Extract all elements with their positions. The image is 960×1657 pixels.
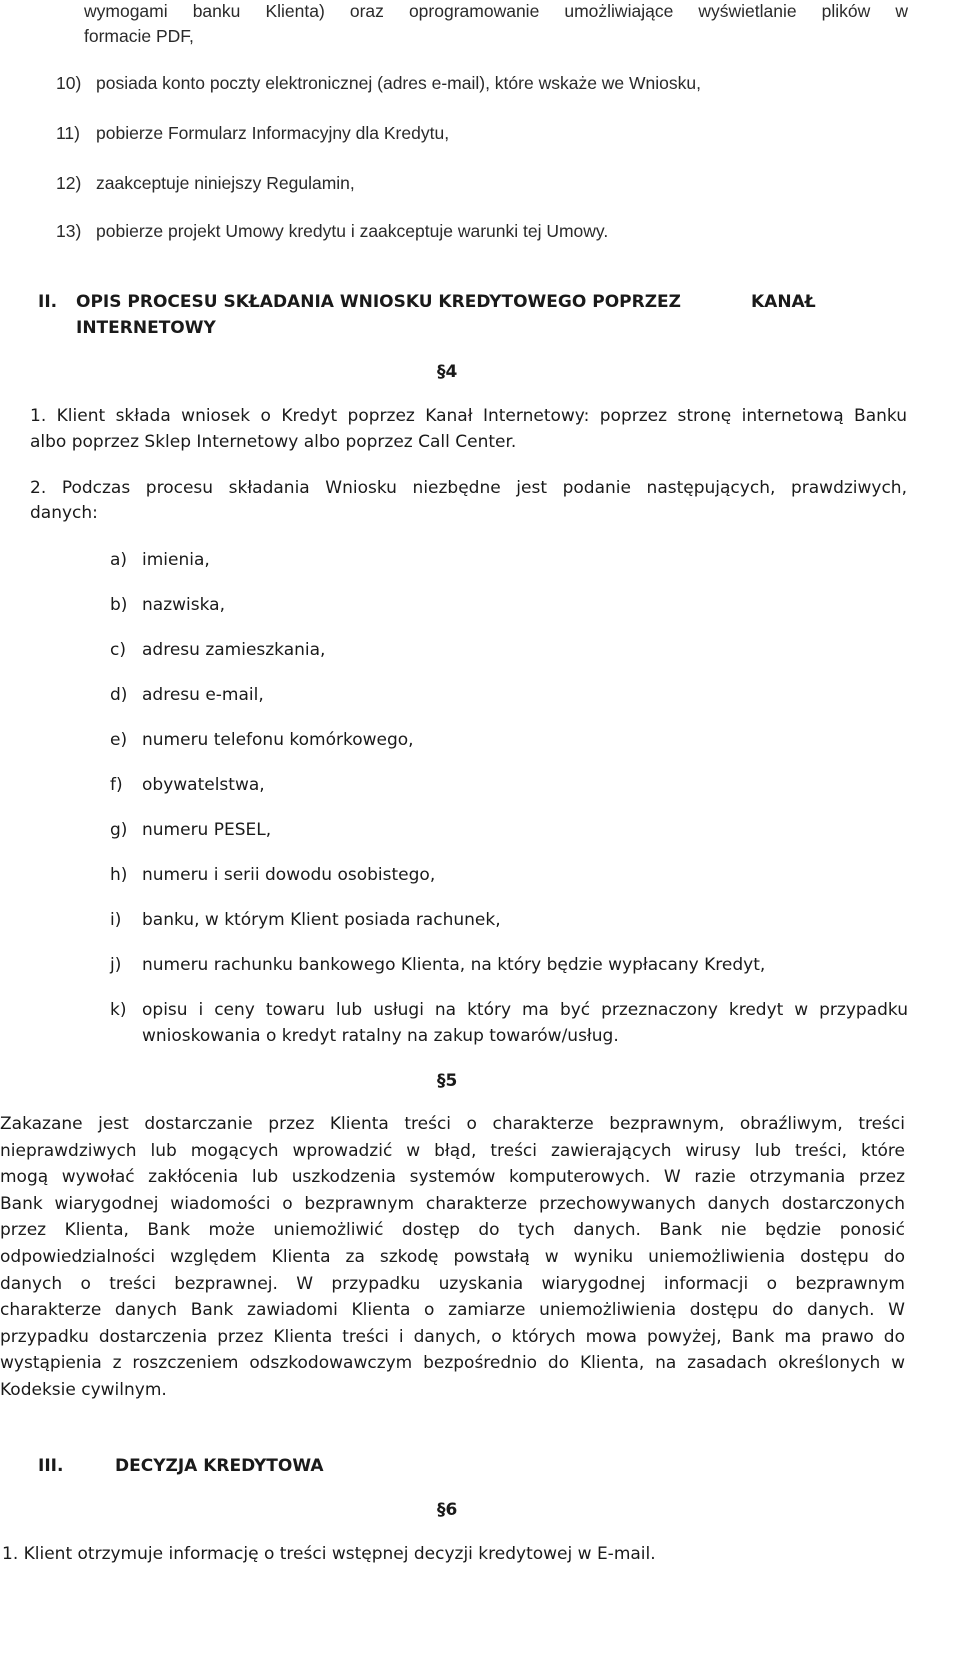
data-item-text: numeru telefonu komórkowego, <box>142 730 414 750</box>
requirement-text: posiada konto poczty elektronicznej (adres e-mail), które wskaże we Wniosku, <box>96 73 701 93</box>
data-item-marker: d) <box>110 685 128 705</box>
data-item-text: nazwiska, <box>142 595 225 615</box>
section-ii-title-line-1: OPIS PROCESU SKŁADANIA WNIOSKU KREDYTOWEGO POPRZEZ <box>76 292 681 312</box>
data-item-text: numeru rachunku bankowego Klienta, na który będzie wypłacany Kredyt, <box>142 955 766 975</box>
intro-line-1-text: wymogami banku Klienta) oraz oprogramowanie umożliwiające wyświetlanie plików w <box>84 1 908 21</box>
intro-line-2: formacie PDF, <box>84 26 194 46</box>
par5-line: nieprawdziwych lub mogących wprowadzić w błąd, treści zawierających wirusy lub treści, które <box>0 1140 905 1161</box>
data-item-text: numeru PESEL, <box>142 820 272 840</box>
requirement-text: pobierze projekt Umowy kredytu i zaakceptuje warunki tej Umowy. <box>96 221 609 241</box>
data-item-marker: g) <box>110 820 128 840</box>
section-ii-title-line-2: INTERNETOWY <box>76 318 216 338</box>
par4-item1-line-1 <box>30 406 907 426</box>
data-item-text: obywatelstwa, <box>142 775 265 795</box>
par4-item2-line-1 <box>30 478 907 498</box>
data-item-marker: f) <box>110 775 123 795</box>
requirement-marker: 12) <box>56 173 82 193</box>
requirement-text: pobierze Formularz Informacyjny dla Kredytu, <box>96 123 450 143</box>
data-item-k-line-1 <box>142 1000 908 1020</box>
par4-item1-line-1-text: 1. Klient składa wniosek o Kredyt poprzez Kanał Internetowy: poprzez stronę internetową Banku <box>30 406 907 426</box>
section-iii-number: III. <box>38 1456 64 1476</box>
section-iii-title: DECYZJA KREDYTOWA <box>115 1456 324 1476</box>
data-item-marker: k) <box>110 1000 127 1020</box>
data-item-text: numeru i serii dowodu osobistego, <box>142 865 436 885</box>
requirement-marker: 13) <box>56 221 82 241</box>
par5-line: danych o treści bezprawnej. W przypadku uzyskania wiarygodnej informacji o bezprawnym <box>0 1273 905 1294</box>
data-item-text: banku, w którym Klient posiada rachunek, <box>142 910 501 930</box>
section-ii-title-line-1-end: KANAŁ <box>751 292 816 312</box>
data-item-text: adresu e-mail, <box>142 685 264 705</box>
data-item-k-line-1-text: opisu i ceny towaru lub usługi na który ma być przeznaczony kredyt w przypadku <box>142 1000 908 1020</box>
par6-item1: 1. Klient otrzymuje informację o treści wstępnej decyzji kredytowej w E-mail. <box>2 1544 656 1564</box>
par4-item1-line-2: albo poprzez Sklep Internetowy albo poprzez Call Center. <box>30 432 517 452</box>
par5-line: Zakazane jest dostarczanie przez Klienta treści o charakterze bezprawnym, obraźliwym, treści <box>0 1114 905 1134</box>
par5-line: przez Klienta, Bank może uniemożliwić dostęp do tych danych. Bank nie będzie ponosić <box>0 1220 905 1241</box>
par5-line: Bank wiarygodnej wiadomości o bezprawnym charakterze przechowywanych danych dostarczonych <box>0 1193 905 1214</box>
par4-item2-line-1-text: 2. Podczas procesu składania Wniosku niezbędne jest podanie następujących, prawdziwych, <box>30 478 907 498</box>
requirement-marker: 10) <box>56 73 82 93</box>
intro-line-1 <box>84 1 908 22</box>
data-item-marker: j) <box>110 955 122 975</box>
data-item-text: imienia, <box>142 550 210 570</box>
section-ii-number: II. <box>38 292 58 312</box>
requirement-marker: 11) <box>56 123 80 143</box>
par5-line: charakterze danych Bank zawiadomi Klienta o zamiarze uniemożliwienia dostępu do danych. W <box>0 1300 905 1321</box>
data-item-marker: h) <box>110 865 128 885</box>
data-item-marker: i) <box>110 910 122 930</box>
par4-item2-line-2: danych: <box>30 503 98 523</box>
requirement-text: zaakceptuje niniejszy Regulamin, <box>96 173 355 193</box>
data-item-marker: a) <box>110 550 128 570</box>
data-item-marker: b) <box>110 595 128 615</box>
par5-line: wystąpienia z roszczeniem odszkodowawczym bezpośrednio do Klienta, na zasadach określonych w <box>0 1353 905 1374</box>
par5-body <box>0 1111 905 1404</box>
paragraph-sign-5: §5 <box>437 1071 458 1091</box>
par5-line: odpowiedzialności względem Klienta za szkodę powstałą w wyniku uniemożliwienia dostępu do <box>0 1246 905 1267</box>
data-item-k-line-2: wnioskowania o kredyt ratalny na zakup towarów/usług. <box>142 1026 619 1046</box>
par5-line: Kodeksie cywilnym. <box>0 1379 167 1400</box>
paragraph-sign-6: §6 <box>437 1500 458 1520</box>
data-item-text: adresu zamieszkania, <box>142 640 326 660</box>
paragraph-sign-4: §4 <box>437 362 458 382</box>
data-item-marker: e) <box>110 730 128 750</box>
data-item-marker: c) <box>110 640 126 660</box>
par5-line: mogą wywołać zakłócenia lub uszkodzenia systemów komputerowych. W razie otrzymania przez <box>0 1167 905 1188</box>
par5-line: przypadku dostarczenia przez Klienta treści i danych, o których mowa powyżej, Bank ma prawo do <box>0 1326 905 1347</box>
